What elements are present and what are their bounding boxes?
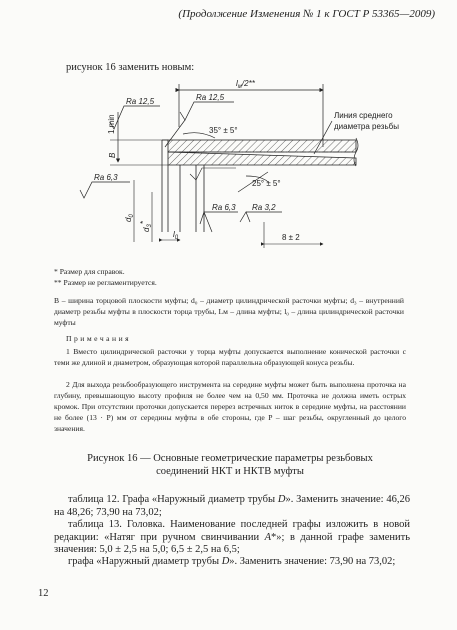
roughness-symbol-ra-12-5-right <box>165 93 234 147</box>
body-paragraph-2: таблица 13. Головка. Наименование последней графы изложить в новой редакции: «Натяг при ручном свинчивании A*»; в данной графе заменить значения: 5,0 ± 2,5 на 5,0; 6,5 ± 2,5 на 6,5; <box>54 519 410 555</box>
coupling-wall-hatched <box>168 140 356 152</box>
figure-caption: Рисунок 16 — Основные геометрические параметры резьбовых соединений НКТ и НКТВ муфты <box>87 453 373 477</box>
roughness-symbol-ra-3-2 <box>240 203 282 222</box>
roughness-symbol-ra-6-3-bottom <box>190 168 238 232</box>
dim-8: 8 ± 2 <box>282 233 300 242</box>
body-paragraph-1: таблица 12. Графа «Наружный диаметр трубы D». Заменить значение: 46,26 на 48,26; 73,90 на 73,02; <box>54 494 411 518</box>
roughness-symbol-ra-6-3-left <box>80 173 130 198</box>
svg-text:Линия среднего: Линия среднего <box>334 111 393 120</box>
page-header: (Продолжение Изменения № 1 к ГОСТ Р 53365—2009) <box>178 8 435 20</box>
roughness-symbol-ra-12-5-left <box>110 97 160 129</box>
technical-drawing <box>0 72 457 257</box>
note-1: 1 Вместо цилиндрической расточки у торца муфты допускается выполнение конической расточки с теми же длиной и диаметром, образующая которой параллельна образующей конуса резьбы. <box>54 347 406 367</box>
svg-text:Ra 6,3: Ra 6,3 <box>94 173 118 182</box>
svg-text:Ra 3,2: Ra 3,2 <box>252 203 276 212</box>
dim-1min: 1 min <box>107 114 116 134</box>
svg-text:Ra 6,3: Ra 6,3 <box>212 203 236 212</box>
dim-d0: $d_0$ <box>124 214 135 222</box>
intro-line: рисунок 16 заменить новым: <box>66 62 195 73</box>
svg-text:25° ± 5°: 25° ± 5° <box>252 179 281 188</box>
svg-text:Ra 12,5: Ra 12,5 <box>126 97 155 106</box>
angle-25 <box>238 172 281 192</box>
svg-text:Ra 12,5: Ra 12,5 <box>196 93 225 102</box>
dim-l0: $l_0$ <box>173 230 179 241</box>
footnote-1: * Размер для справок. <box>54 267 125 276</box>
dim-B: B <box>108 152 117 158</box>
dim-d3: $d_3*$ <box>139 221 153 232</box>
svg-text:диаметра резьбы: диаметра резьбы <box>334 122 399 131</box>
notes-title: Примечания <box>66 334 132 343</box>
definitions: B – ширина торцовой плоскости муфты; d₀ – диаметр цилиндрической расточки муфты; d₃ – внутренний диаметр резьбы муфты в плоскости торца трубы, Lм – длина муфты; l₀ – длина цилиндрической расточки муфты <box>54 296 404 327</box>
page-number: 12 <box>38 588 49 599</box>
note-2: 2 Для выхода резьбообразующего инструмента на середине муфты может быть выполнена проточка на глубину, превышающую высоту профиля не более чем на 0,50 мм. Проточка не должна иметь острых кромок. При отсутствии проточки допускается перерез встречных ниток в середине муфты, на расстоянии не более (13 · P) мм от середины муфты в обе стороны, где P – шаг резьбы, округленный до целого значения. <box>54 380 406 433</box>
body-paragraph-3: графа «Наружный диаметр трубы D». Заменить значение: 73,90 на 73,02; <box>68 556 396 567</box>
svg-text:35° ± 5°: 35° ± 5° <box>209 126 238 135</box>
footnote-2: ** Размер не регламентируется. <box>54 278 157 287</box>
angle-35 <box>183 126 238 138</box>
footnotes <box>54 266 404 288</box>
lm-label: $l_м/2**$ <box>236 79 255 90</box>
